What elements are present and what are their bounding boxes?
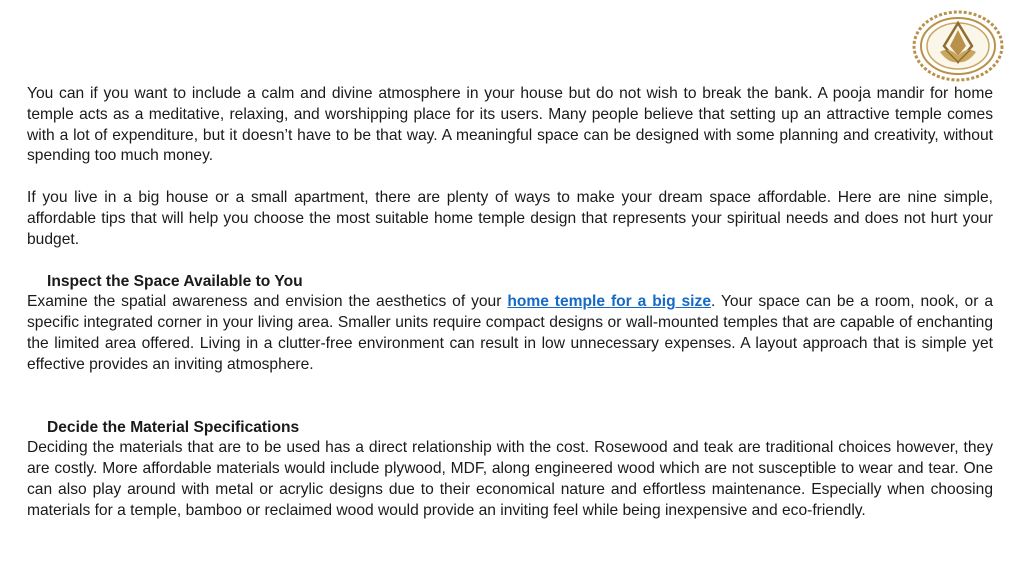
spacer [27,167,993,188]
second-paragraph: If you live in a big house or a small apartment, there are plenty of ways to make your dream space affordable. Here are nine simple, affordable tips that will help you choose the most suitable home temple design that represents your spiritual needs and does not hurt your budget. [27,189,993,248]
intro-paragraph: You can if you want to include a calm and divine atmosphere in your house but do not wish to break the bank. A pooja mandir for home temple acts as a meditative, relaxing, and worshipping place for its users. Many people believe that setting up an attractive temple comes with a lot of expenditure, but it doesn’t have to be that way. A meaningful space can be designed with some planning and creativity, without spending too much money. [27,85,993,165]
logo [912,10,1004,82]
lotus-emblem-icon [912,10,1004,82]
section-body-material: Deciding the materials that are to be used has a direct relationship with the cost. Rosewood and teak are traditional choices however, they are costly. More affordable materials would include plywood, MDF, along engineered wood which are not susceptible to wear and tear. One can also play around with metal or acrylic designs due to their economical nature and effortless maintenance. Especially when choosing materials for a temple, bamboo or reclaimed wood would provide an inviting feel while being inexpensive and eco-friendly. [27,439,993,519]
section-heading-space: Inspect the Space Available to You [47,272,303,290]
spacer [27,251,993,272]
home-temple-big-size-link[interactable]: home temple for a big size [507,293,711,311]
article-body [27,84,993,522]
section-body-space-text-after: . Your space can be a room, nook, or a specific integrated corner in your living area. Smaller units require compact designs or wall-mounted temples that are capable of enchanting the limited area offered. Living in a clutter-free environment can result in low unnecessary expenses. A layout approach that is simple yet effective provides an inviting atmosphere. [27,293,993,373]
section-body-space-text: Examine the spatial awareness and envision the aesthetics of your [27,293,508,311]
section-heading-material: Decide the Material Specifications [47,418,300,436]
section-body-space [27,292,993,375]
spacer [27,376,993,418]
